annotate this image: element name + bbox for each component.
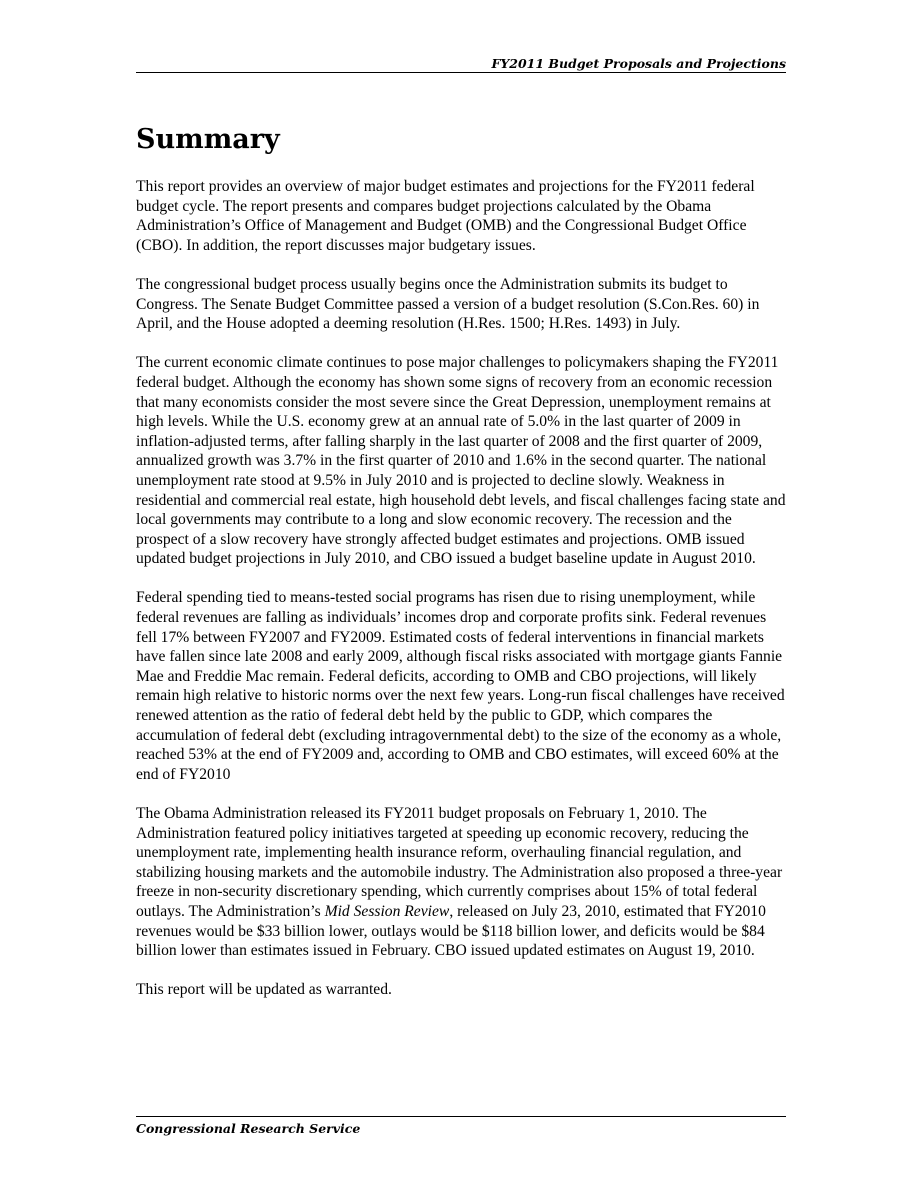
page-title: Summary (136, 124, 280, 155)
paragraph-closing: This report will be updated as warranted. (136, 981, 392, 999)
paragraph-budget-process: The congressional budget process usually begins once the Administration submits its budget to Congress. The Senate Budget Committee passed a version of a budget resolution (S.Con.Res. 60) in April, and the House adopted a deeming resolution (H.Res. 1500; H.Res. 1493) in July. (136, 275, 760, 333)
paragraph-economic-climate: The current economic climate continues to pose major challenges to policymakers shaping the FY2011 federal budget. Although the economy has shown some signs of recovery from an economic recession that many economists consider the most severe since the Great Depression, unemployment remains at high levels. While the U.S. economy grew at an annual rate of 5.0% in the last quarter of 2009 in inflation-adjusted terms, after falling sharply in the last quarter of 2008 and the first quarter of 2009, annualized growth was 3.7% in the first quarter of 2010 and 1.6% in the second quarter. The national unemployment rate stood at 9.5% in July 2010 and is projected to decline slowly. Weakness in residential and commercial real estate, high household debt levels, and fiscal challenges facing state and local governments may contribute to a long and slow economic recovery. The recession and the prospect of a slow recovery have strongly affected budget estimates and projections. OMB issued updated budget projections in July 2010, and CBO issued a budget baseline update in August 2010. (136, 354, 786, 568)
paragraph-overview: This report provides an overview of major budget estimates and projections for the FY2011 federal budget cycle. The report presents and compares budget projections calculated by the Obama Administration’s Office of Management and Budget (OMB) and the Congressional Budget Office (CBO). In addition, the report discusses major budgetary issues. (136, 178, 755, 254)
summary-body (136, 177, 786, 1020)
footer-divider (136, 1116, 786, 1117)
paragraph-federal-spending: Federal spending tied to means-tested social programs has risen due to rising unemployment, while federal revenues are falling as individuals’ incomes drop and corporate profits sink. Federal revenues fell 17% between FY2007 and FY2009. Estimated costs of federal interventions in financial markets have fallen since late 2008 and early 2009, although fiscal risks associated with mortgage giants Fannie Mae and Freddie Mac remain. Federal deficits, according to OMB and CBO projections, will likely remain high relative to historic norms over the next few years. Long-run fiscal challenges have received renewed attention as the ratio of federal debt held by the public to GDP, which compares the accumulation of federal debt (excluding intragovernmental debt) to the size of the economy as a whole, reached 53% at the end of FY2009 and, according to OMB and CBO estimates, will exceed 60% at the end of FY2010 (136, 589, 785, 783)
paragraph-text: The Obama Administration released its FY2011 budget proposals on February 1, 2010. The Administration featured policy initiatives targeted at speeding up economic recovery, reducing the unemployment rate, implementing health insurance reform, overhauling financial regulation, and stabilizing housing markets and the automobile industry. The Administration also proposed a three-year freeze in non-security discretionary spending, which currently comprises about 15% of total federal outlays. The Administration’s (136, 805, 783, 920)
running-footer: Congressional Research Service (136, 1121, 361, 1136)
paragraph-administration-proposals (136, 804, 786, 961)
paragraph-text: , released on July 23, 2010, estimated that FY2010 revenues would be $33 billion lower, outlays would be $118 billion lower, and deficits would be $84 billion lower than estimates issued in February. CBO issued updated estimates on August 19, 2010. (136, 902, 766, 960)
running-header: FY2011 Budget Proposals and Projections (491, 56, 786, 71)
header-divider (136, 72, 786, 73)
mid-session-review-title: Mid Session Review (324, 902, 450, 920)
